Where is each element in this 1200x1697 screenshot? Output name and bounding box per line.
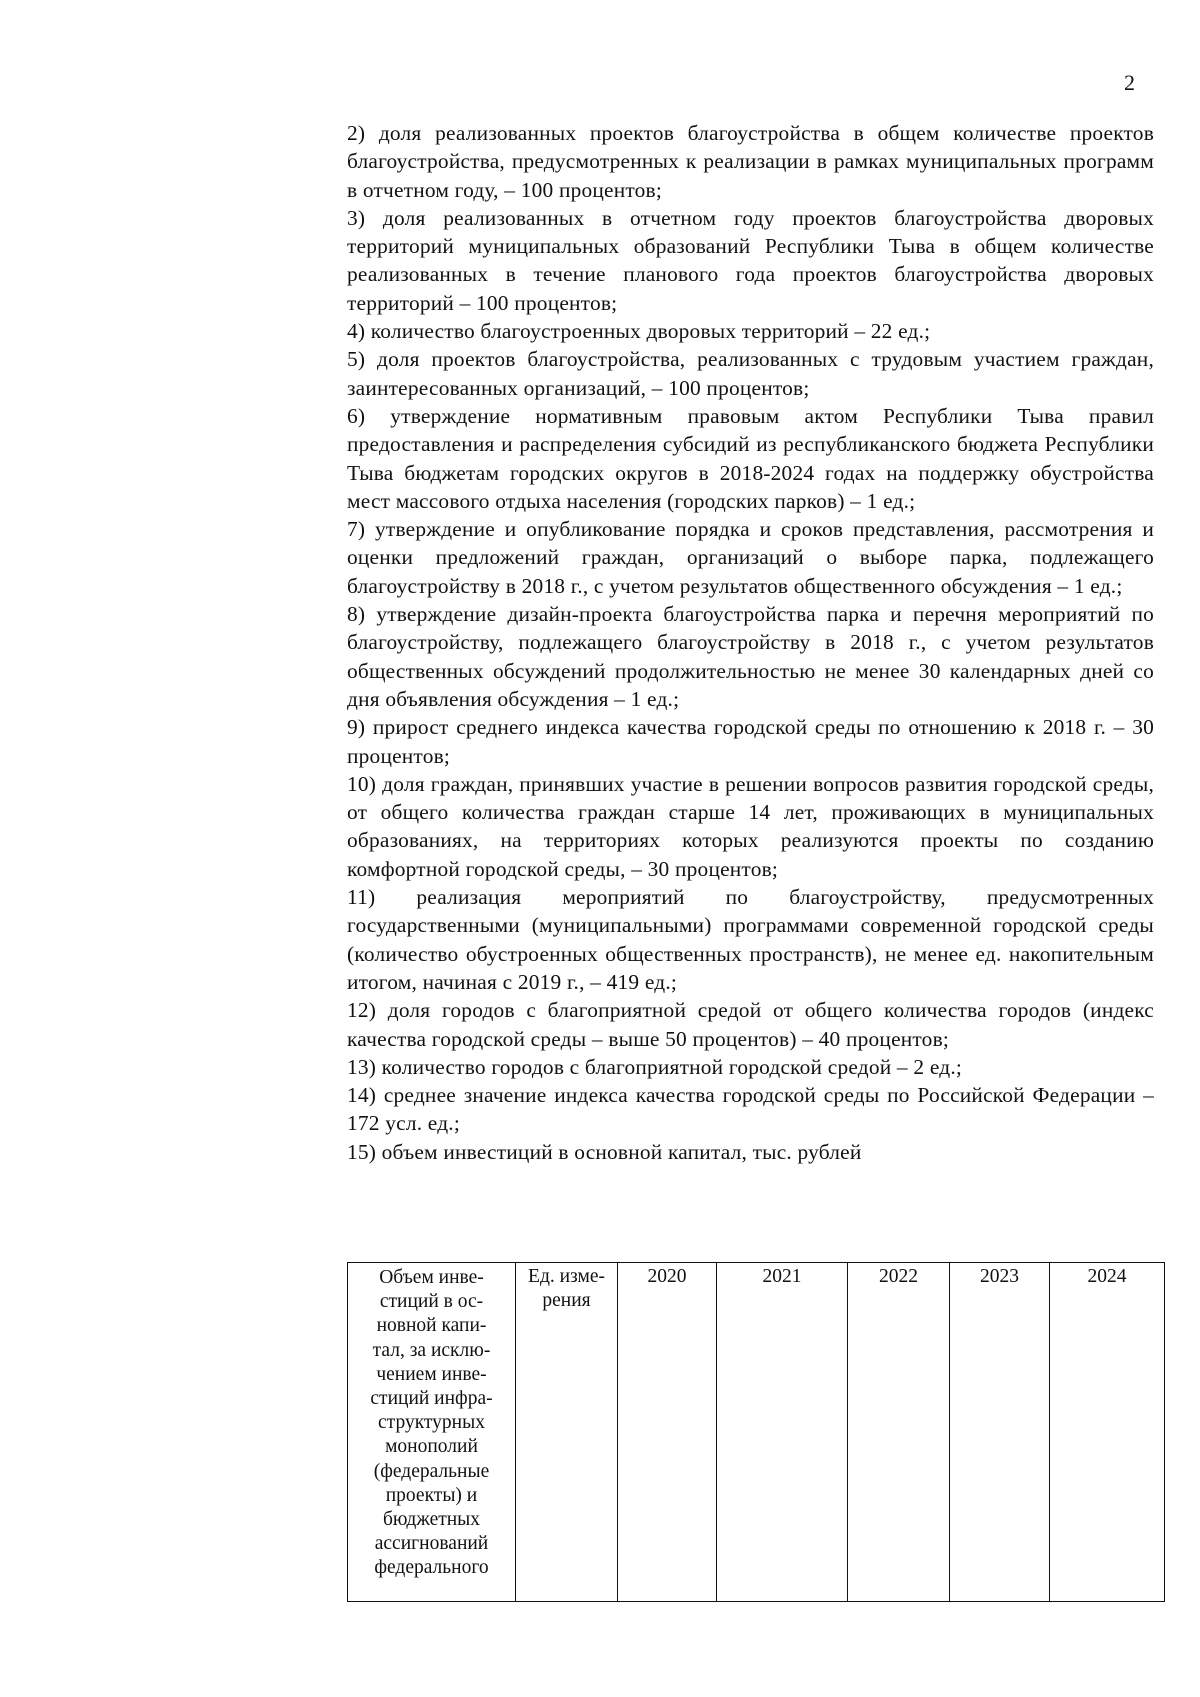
paragraph-item-12: 12) доля городов с благоприятной средой от общего количества городов (индекс качества городской среды – выше 50 процентов) – 40 процентов; bbox=[347, 998, 1154, 1051]
description-line: федерального bbox=[374, 1557, 489, 1579]
paragraph-item-13: 13) количество городов с благоприятной городской средой – 2 ед.; bbox=[347, 1054, 963, 1079]
description-line: Объем инве- bbox=[379, 1267, 484, 1288]
paragraph-item-15: 15) объем инвестиций в основной капитал, тыс. рублей bbox=[347, 1139, 862, 1164]
table-header-year-2022: 2022 bbox=[848, 1263, 950, 1602]
paragraph-item-11: 11) реализация мероприятий по благоустройству, предусмотренных государственными (муниципальными) программами современной городской среды (количество обустроенных общественных пространств), не менее ед. накопительным итогом, начиная с 2019 г., – 419 ед.; bbox=[347, 885, 1154, 994]
paragraph-item-14: 14) среднее значение индекса качества городской среды по Российской Федерации – 172 усл. ед.; bbox=[347, 1083, 1154, 1136]
paragraph-item-5: 5) доля проектов благоустройства, реализованных с трудовым участием граждан, заинтересованных организаций, – 100 процентов; bbox=[347, 347, 1154, 400]
document-body bbox=[347, 119, 1154, 1166]
paragraph-item-8: 8) утверждение дизайн-проекта благоустройства парка и перечня мероприятий по благоустройству, подлежащего благоустройству в 2018 г., с учетом результатов общественных обсуждений продолжительностью не менее 30 календарных дней со дня объявления обсуждения – 1 ед.; bbox=[347, 602, 1154, 711]
description-line: стиций инфра- bbox=[370, 1388, 493, 1410]
description-line: бюджетных bbox=[382, 1509, 481, 1531]
table-row bbox=[348, 1263, 1165, 1602]
page-number: 2 bbox=[1124, 70, 1135, 95]
paragraph-item-9: 9) прирост среднего индекса качества городской среды по отношению к 2018 г. – 30 процентов; bbox=[347, 715, 1154, 768]
description-line: ассигнований bbox=[374, 1533, 489, 1555]
unit-line: Ед. изме- bbox=[528, 1266, 605, 1287]
table-header-year-2021: 2021 bbox=[717, 1263, 848, 1602]
paragraph-item-4: 4) количество благоустроенных дворовых территорий – 22 ед.; bbox=[347, 319, 931, 344]
paragraph-item-10: 10) доля граждан, принявших участие в решении вопросов развития городской среды, от общего количества граждан старше 14 лет, проживающих в муниципальных образованиях, на территориях которых реализуются проекты по созданию комфортной городской среды, – 30 процентов; bbox=[347, 771, 1154, 881]
description-line: (федеральные bbox=[373, 1460, 490, 1482]
table-header-year-2020: 2020 bbox=[618, 1263, 717, 1602]
table-cell-unit bbox=[516, 1263, 618, 1602]
description-line: монополий bbox=[385, 1436, 478, 1458]
table-cell-description bbox=[348, 1263, 516, 1602]
description-line: стиций в ос- bbox=[379, 1291, 484, 1313]
description-line: проекты) и bbox=[385, 1484, 478, 1506]
table-header-year-2024: 2024 bbox=[1050, 1263, 1165, 1602]
paragraph-item-6: 6) утверждение нормативным правовым актом Республики Тыва правил предоставления и распределения субсидий из республиканского бюджета Республики Тыва бюджетам городских округов в 2018-2024 годах на поддержку обустройства мест массового отдыха населения (городских парков) – 1 ед.; bbox=[347, 403, 1154, 513]
description-line: чением инве- bbox=[376, 1363, 487, 1385]
unit-line: рения bbox=[542, 1290, 591, 1312]
description-line: структурных bbox=[378, 1412, 485, 1434]
paragraph-item-2: 2) доля реализованных проектов благоустройства в общем количестве проектов благоустройства, предусмотренных к реализации в рамках муниципальных программ в отчетном году, – 100 процентов; bbox=[347, 121, 1154, 202]
description-line: тал, за исклю- bbox=[372, 1339, 491, 1361]
paragraph-item-3: 3) доля реализованных в отчетном году проектов благоустройства дворовых территорий муниципальных образований Республики Тыва в общем количестве реализованных в течение планового года проектов благоустройства дворовых территорий – 100 процентов; bbox=[347, 205, 1154, 315]
description-line: новной капи- bbox=[376, 1315, 487, 1337]
paragraph-item-7: 7) утверждение и опубликование порядка и сроков представления, рассмотрения и оценки предложений граждан, организаций о выборе парка, подлежащего благоустройству в 2018 г., с учетом результатов общественного обсуждения – 1 ед.; bbox=[347, 517, 1154, 598]
investment-table bbox=[347, 1262, 1165, 1602]
table-header-year-2023: 2023 bbox=[950, 1263, 1050, 1602]
